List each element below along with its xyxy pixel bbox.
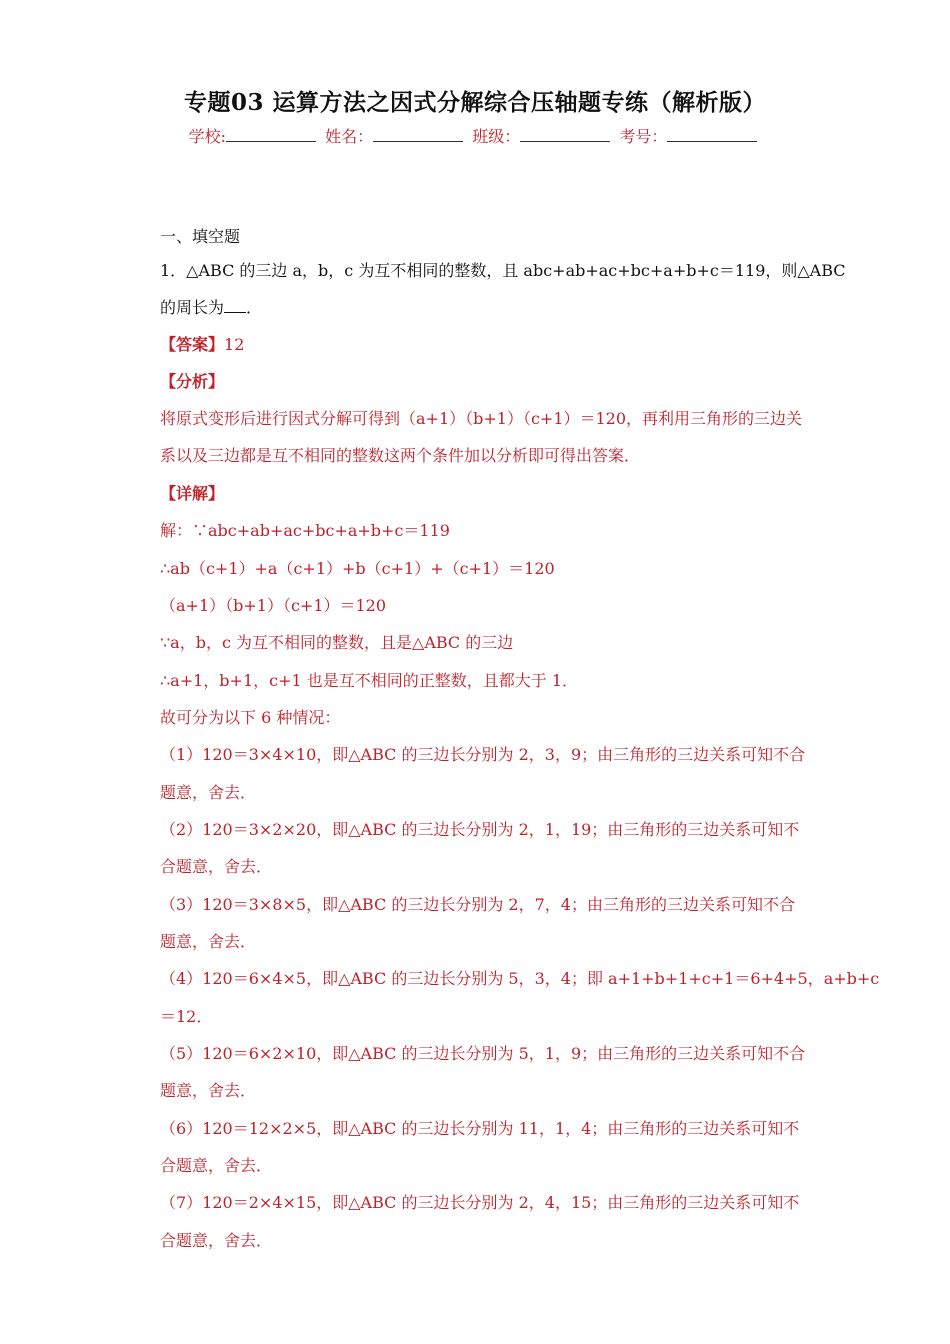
detail-line: 合题意，舍去． [160,1156,273,1175]
section-heading: 一、填空题 [160,227,241,246]
detail-line: （5）120＝6×2×10，即△ABC 的三边长分别为 5，1，9；由三角形的三边关系可知不合 [160,1044,806,1063]
analysis-line-1: 将原式变形后进行因式分解可得到（a+1）（b+1）（c+1）＝120，再利用三角形的三边关 [160,409,803,428]
detail-line: （4）120＝6×4×5，即△ABC 的三边长分别为 5，3，4；即 a+1+b+1+c+1＝6+4+5，a+b+c [160,969,880,988]
question-line-1: 1．△ABC 的三边 a，b，c 为互不相同的整数，且 abc+ab+ac+bc+a+b+c＝119，则△ABC [160,261,846,280]
answer-label: 【答案】 [160,335,225,354]
name-label: 姓名： [325,127,374,146]
student-info-row [0,124,950,147]
detail-line: ＝12． [160,1007,213,1026]
answer-value: 12 [224,335,245,354]
detail-line: 合题意，舍去． [160,857,273,876]
number-blank [667,127,757,142]
number-label: 考号： [619,127,668,146]
question-suffix: ． [246,298,263,317]
question-line-2 [160,295,800,318]
school-label: 学校: [188,127,227,146]
detail-line: （6）120＝12×2×5，即△ABC 的三边长分别为 11，1，4；由三角形的三边关系可知不 [160,1119,800,1138]
detail-line: （a+1）（b+1）（c+1）＝120 [160,596,387,615]
detail-line: ∴a+1，b+1，c+1 也是互不相同的正整数，且都大于 1． [160,671,579,690]
detail-line: （3）120＝3×8×5，即△ABC 的三边长分别为 2，7，4；由三角形的三边关系可知不合 [160,895,795,914]
detail-line: 题意，舍去． [160,1081,257,1100]
analysis-line-2: 系以及三边都是互不相同的整数这两个条件加以分析即可得出答案． [160,446,641,465]
detail-line: 题意，舍去． [160,783,257,802]
class-label: 班级： [472,127,521,146]
detail-line: 故可分为以下 6 种情况： [160,708,341,727]
detail-line: ∵a，b，c 为互不相同的整数，且是△ABC 的三边 [160,633,514,652]
analysis-label: 【分析】 [160,372,225,391]
class-blank [520,127,610,142]
answer-blank [224,298,246,313]
detail-line: 合题意，舍去． [160,1231,273,1250]
question-prefix: 的周长为 [160,298,225,317]
school-blank [226,127,316,142]
answer-line [160,332,800,355]
detail-line: 题意，舍去． [160,932,257,951]
detail-line: （1）120＝3×4×10，即△ABC 的三边长分别为 2，3，9；由三角形的三边关系可知不合 [160,745,806,764]
detail-label: 【详解】 [160,484,225,503]
detail-line: ∴ab（c+1）+a（c+1）+b（c+1）+（c+1）＝120 [160,559,555,578]
detail-line: 解：∵abc+ab+ac+bc+a+b+c＝119 [160,521,450,540]
page-title: 专题03 运算方法之因式分解综合压轴题专练（解析版） [183,89,766,116]
name-blank [373,127,463,142]
detail-line: （2）120＝3×2×20，即△ABC 的三边长分别为 2，1，19；由三角形的三边关系可知不 [160,820,800,839]
detail-line: （7）120＝2×4×15，即△ABC 的三边长分别为 2，4，15；由三角形的三边关系可知不 [160,1193,800,1212]
